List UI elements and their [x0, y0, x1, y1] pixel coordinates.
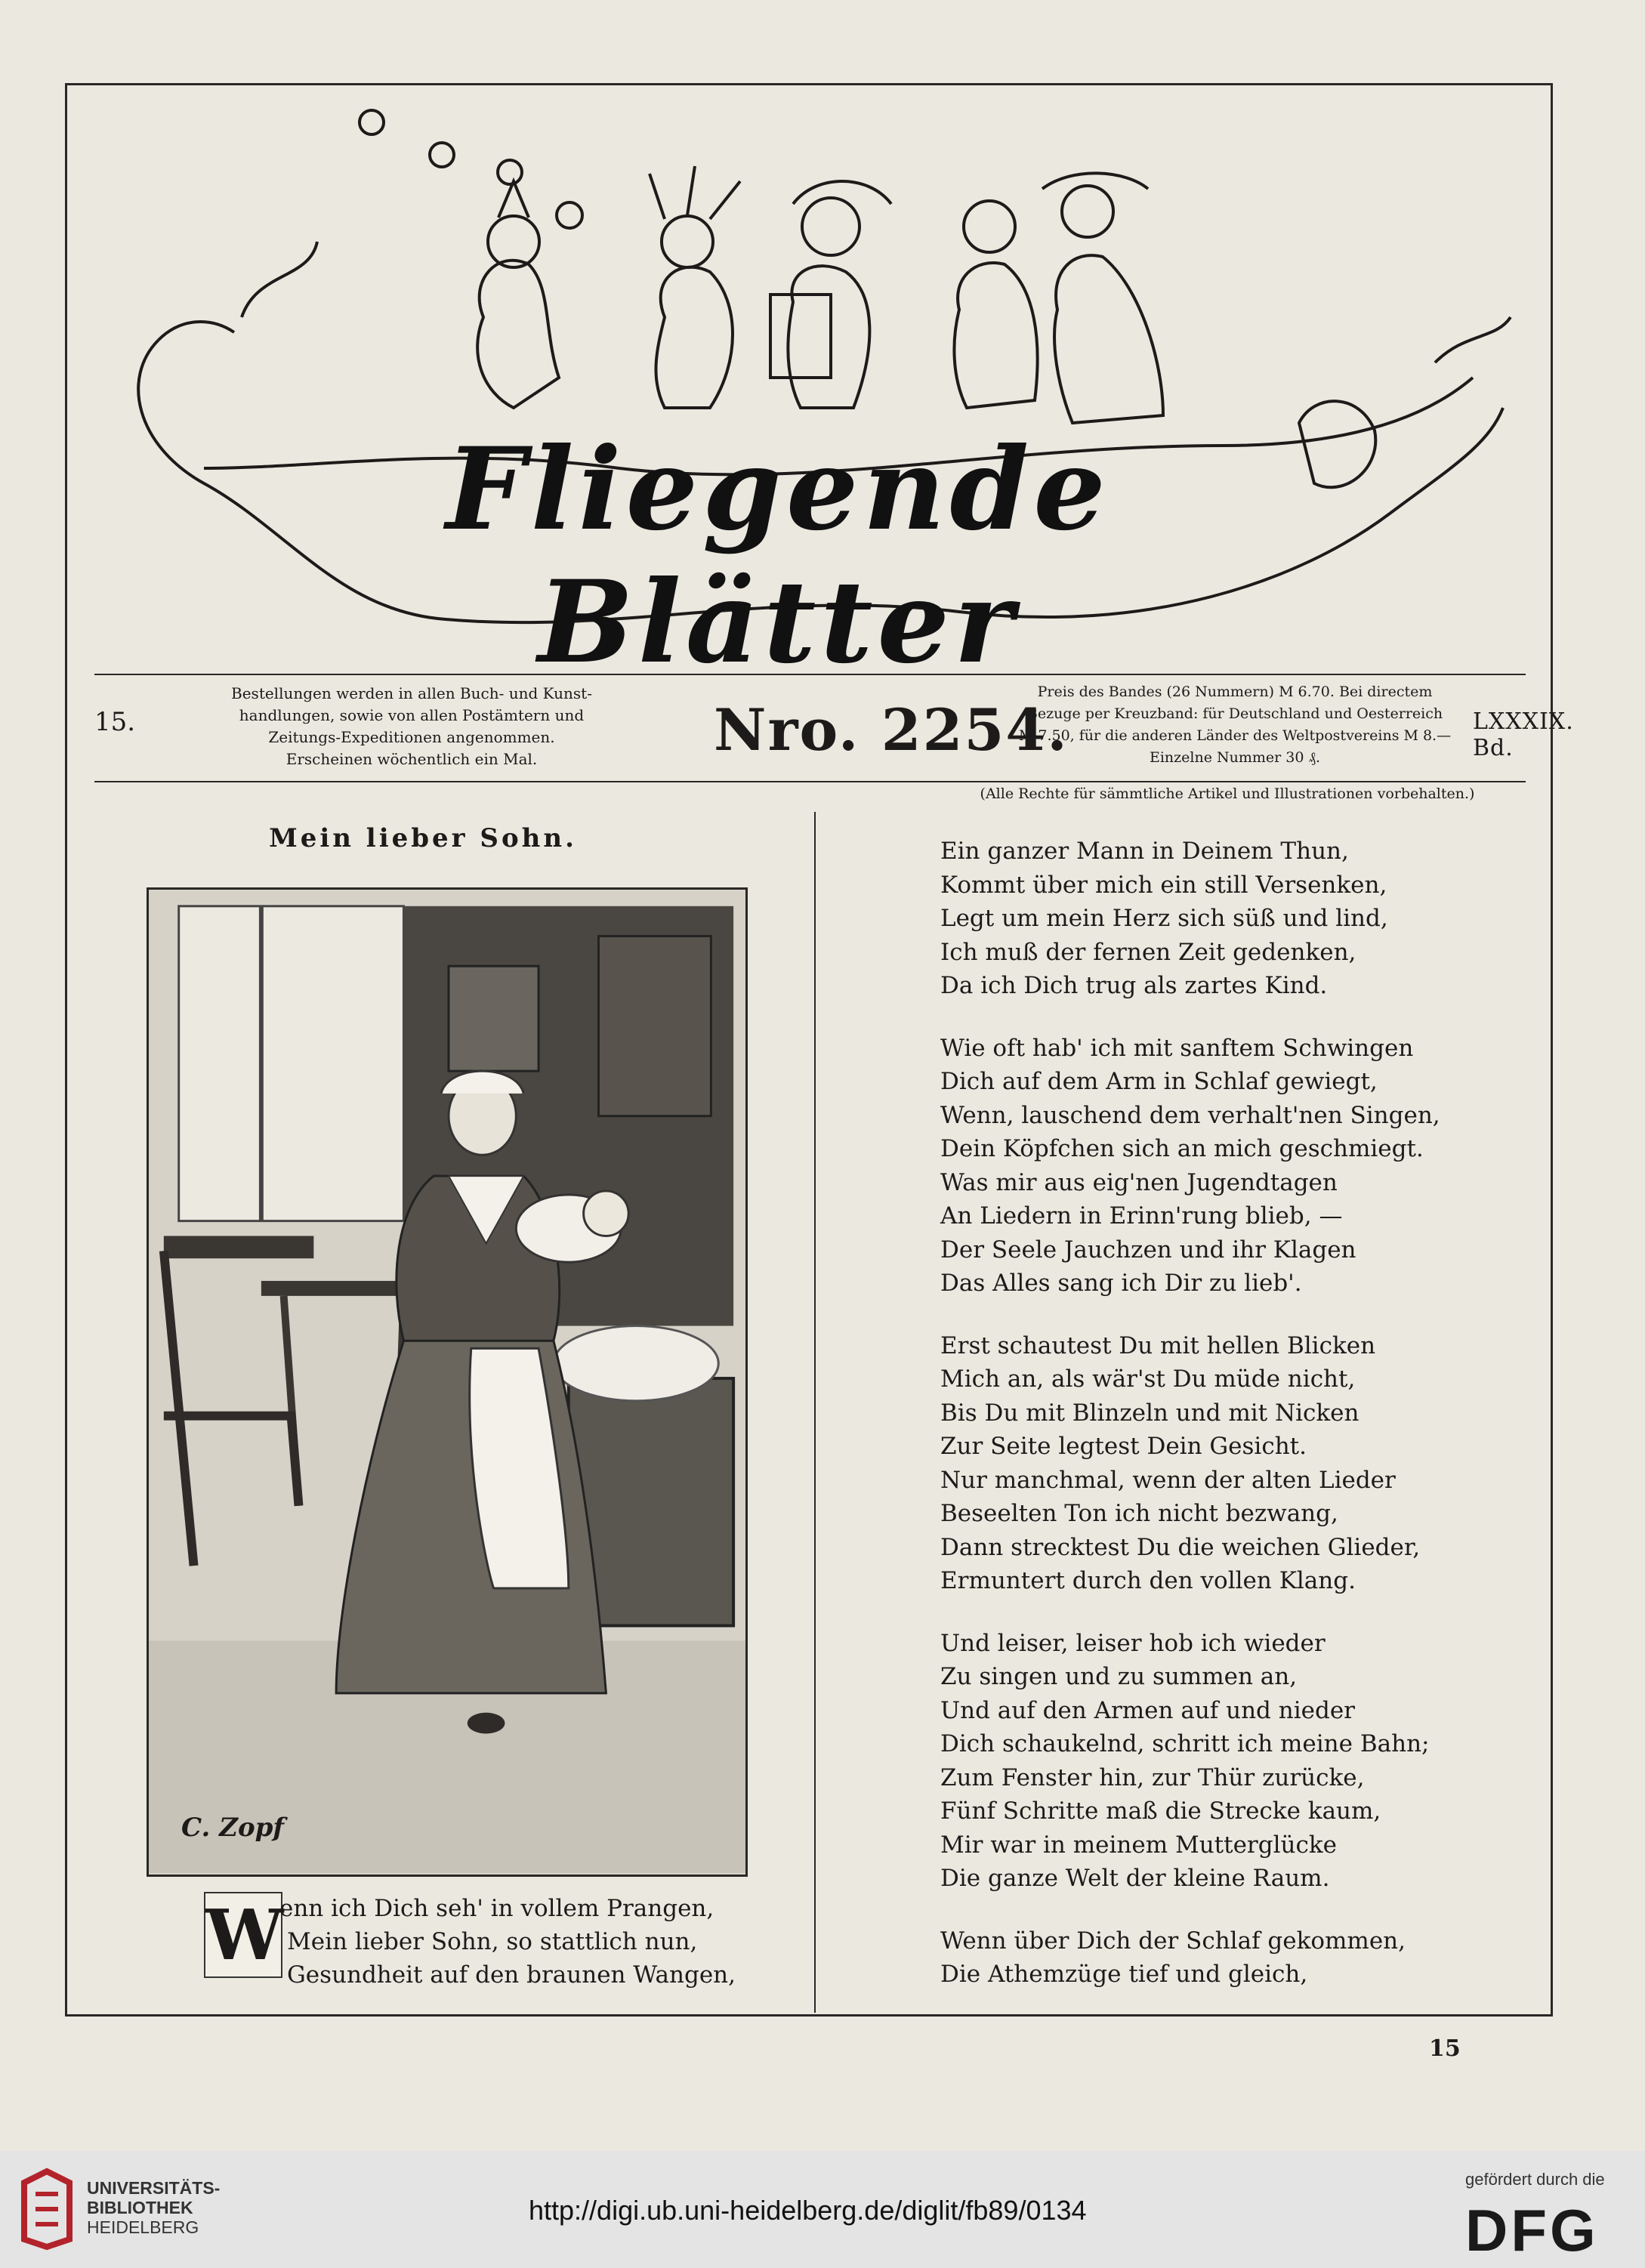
- issue-sequence: 15.: [94, 707, 136, 737]
- poem-line: Da ich Dich trug als zartes Kind.: [940, 972, 1328, 999]
- poem-line: Ich muß der fernen Zeit gedenken,: [940, 938, 1356, 966]
- illustration-signature: C. Zopf: [181, 1813, 285, 1843]
- poem-line: Wenn über Dich der Schlaf gekommen,: [940, 1927, 1406, 1955]
- source-link[interactable]: http://digi.ub.uni-heidelberg.de/diglit/fb89/0134: [529, 2195, 1087, 2226]
- poem-line: Kommt über mich ein still Versenken,: [940, 871, 1387, 899]
- column-divider: [814, 812, 816, 2013]
- poem-line: Erst schautest Du mit hellen Blicken: [940, 1331, 1376, 1359]
- poem-line: Dann strecktest Du die weichen Glieder,: [940, 1533, 1421, 1561]
- poem-line: Mir war in meinem Mutterglücke: [940, 1831, 1337, 1859]
- funding-note: gefördert durch die: [1465, 2170, 1605, 2189]
- price-notice: Preis des Bandes (26 Nummern) M 6.70. Bei directem Bezuge per Kreuzband: für Deutschland und Oesterreich M 7.50, für die anderen Länder des Weltpostvereins M 8.— Einzelne Nummer 30 ₰.: [1018, 683, 1452, 766]
- poem-line: Fünf Schritte maß die Strecke kaum,: [940, 1797, 1381, 1825]
- poem-line: Dich auf dem Arm in Schlaf gewiegt,: [940, 1068, 1378, 1095]
- mother-and-child-illustration: [147, 887, 748, 1877]
- rights-notice: (Alle Rechte für sämmtliche Artikel und Illustrationen vorbehalten.): [980, 785, 1475, 802]
- poem-body: [940, 835, 1529, 2020]
- poem-line: Dich schaukelnd, schritt ich meine Bahn;: [940, 1730, 1430, 1757]
- stanza: [940, 1329, 1529, 1598]
- stanza: [940, 1032, 1529, 1301]
- poem-line: Zum Fenster hin, zur Thür zurücke,: [940, 1763, 1365, 1791]
- stanza: [940, 835, 1529, 1003]
- poem-line: An Liedern in Erinn'rung blieb, —: [940, 1202, 1343, 1230]
- poem-line: Mein lieber Sohn, so stattlich nun,: [287, 1928, 698, 1955]
- library-name: UNIVERSITÄTS- BIBLIOTHEK HEIDELBERG: [87, 2178, 221, 2237]
- poem-line: Wie oft hab' ich mit sanftem Schwingen: [940, 1034, 1414, 1062]
- volume-number: LXXXIX. Bd.: [1473, 708, 1574, 761]
- poem-line: Gesundheit auf den braunen Wangen,: [287, 1961, 736, 1989]
- drop-cap: W: [204, 1892, 282, 1978]
- digitization-footer: [0, 2151, 1645, 2268]
- poem-title: Mein lieber Sohn.: [269, 823, 577, 853]
- stanza: [940, 1924, 1529, 1992]
- ordering-notice: Bestellungen werden in allen Buch- und Kunst- handlungen, sowie von allen Postämtern und Zeitungs-Expeditionen angenommen. Erscheinen wöchentlich ein Mal.: [231, 684, 592, 768]
- poem-line: Wenn, lauschend dem verhalt'nen Singen,: [940, 1101, 1440, 1129]
- masthead-title: Fliegende Blätter: [446, 423, 1110, 689]
- poem-line: Was mir aus eig'nen Jugendtagen: [940, 1168, 1338, 1196]
- poem-line: Dein Köpfchen sich an mich geschmiegt.: [940, 1135, 1424, 1162]
- stanza: [940, 1627, 1529, 1896]
- issue-info-bar: [94, 674, 1574, 782]
- poem-line: Und leiser, leiser hob ich wieder: [940, 1629, 1326, 1657]
- poem-line: enn ich Dich seh' in vollem Prangen,: [279, 1895, 714, 1922]
- page-number: 15: [1429, 2035, 1461, 2062]
- poem-line: Legt um mein Herz sich süß und lind,: [940, 905, 1388, 932]
- library-logo-icon: [17, 2168, 77, 2251]
- poem-line: Ermuntert durch den vollen Klang.: [940, 1567, 1356, 1594]
- poem-line: Die ganze Welt der kleine Raum.: [940, 1865, 1330, 1892]
- poem-line: Und auf den Armen auf und nieder: [940, 1696, 1355, 1724]
- poem-line: Ein ganzer Mann in Deinem Thun,: [940, 838, 1349, 865]
- poem-line: Das Alles sang ich Dir zu lieb'.: [940, 1270, 1302, 1297]
- poem-line: Bis Du mit Blinzeln und mit Nicken: [940, 1399, 1360, 1427]
- poem-line: Nur manchmal, wenn der alten Lieder: [940, 1466, 1396, 1494]
- issue-number: Nro. 2254.: [714, 696, 1069, 764]
- poem-line: Zu singen und zu summen an,: [940, 1663, 1298, 1690]
- poem-line: Mich an, als wär'st Du müde nicht,: [940, 1365, 1356, 1393]
- poem-line: Zur Seite legtest Dein Gesicht.: [940, 1433, 1307, 1460]
- poem-line: Die Athemzüge tief und gleich,: [940, 1961, 1308, 1988]
- poem-line: Der Seele Jauchzen und ihr Klagen: [940, 1236, 1356, 1264]
- funder-logo: DFG: [1465, 2197, 1599, 2263]
- poem-line: Beseelten Ton ich nicht bezwang,: [940, 1500, 1338, 1527]
